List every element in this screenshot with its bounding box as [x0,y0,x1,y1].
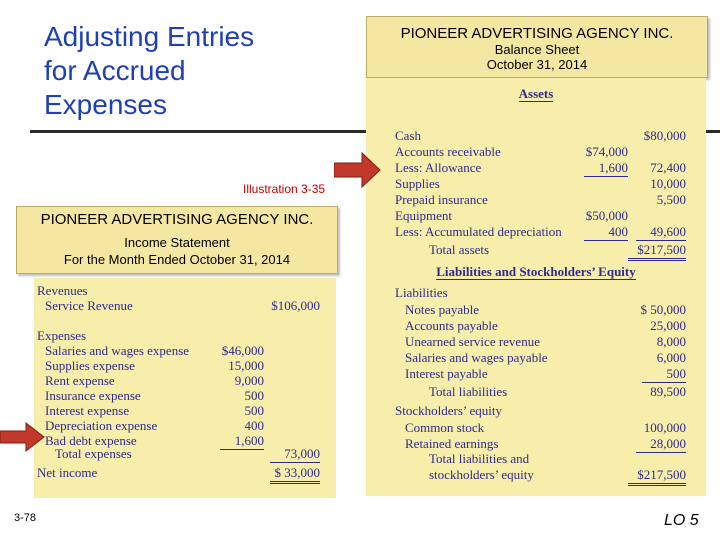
is-expense-label: Interest expense [45,403,130,418]
bs-liab-value: 25,000 [650,318,686,333]
bs-equity-row-label: Retained earnings [405,436,499,451]
bs-equity-row-label: Common stock [405,420,485,435]
is-statement-name: Income Statement [124,235,230,250]
bs-row-label: Accounts receivable [395,144,501,159]
bs-row-value: $50,000 [585,208,628,223]
is-expense-label: Salaries and wages expense [45,343,190,358]
bs-total-liab-label: Total liabilities [429,384,508,399]
arrow-right-icon [0,422,46,452]
is-expense-value: 500 [244,388,264,403]
bs-row-value: $80,000 [643,128,686,143]
bs-liab-value: 8,000 [656,334,686,349]
bs-row-label: Supplies [395,176,440,191]
bs-row-value: 10,000 [650,176,686,191]
is-expense-value: $46,000 [221,343,264,358]
is-total-expenses-label: Total expenses [55,446,132,461]
bs-liab-label: Unearned service revenue [405,334,540,349]
bs-liab-value: 500 [642,366,686,383]
is-expense-value: 9,000 [234,373,264,388]
bs-total-le-label-2: stockholders’ equity [429,467,534,482]
bs-statement-name: Balance Sheet [494,42,580,57]
bs-liab-value: $ 50,000 [640,302,686,317]
illustration-label: Illustration 3-35 [243,182,326,196]
learning-objective-label: LO 5 [664,512,699,529]
bs-liab-label: Accounts payable [405,318,498,333]
is-expenses-label: Expenses [37,328,87,343]
page-number: 3-78 [14,512,37,524]
bs-equity-row-value: 100,000 [643,420,686,435]
bs-row-value: 49,600 [636,224,686,241]
bs-assets-heading: Assets [518,86,554,101]
title-line-2: for Accrued [44,55,186,86]
bs-total-le-value: $217,500 [628,467,686,486]
income-statement-body [34,278,336,498]
balance-sheet-body [366,78,706,496]
is-company-name: PIONEER ADVERTISING AGENCY INC. [40,211,314,228]
is-period: For the Month Ended October 31, 2014 [63,252,291,267]
is-service-revenue-label: Service Revenue [45,298,133,313]
bs-liab-value: 6,000 [656,350,686,365]
is-net-income-label: Net income [37,465,98,480]
is-net-income-value: $ 33,000 [270,465,320,484]
bs-total-assets-value: $217,500 [628,242,686,261]
bs-row-label: Equipment [395,208,453,223]
title-line-3: Expenses [44,89,167,120]
is-expense-value: 15,000 [228,358,264,373]
is-expense-value: 1,600 [220,433,264,450]
bs-row-label: Cash [395,128,421,143]
bs-liab-label: Notes payable [405,302,480,317]
bs-liabilities-label: Liabilities [395,285,448,300]
balance-sheet-header [366,16,708,78]
bs-total-liab-value: 89,500 [650,384,686,399]
is-expense-label: Rent expense [45,373,115,388]
is-expense-label: Depreciation expense [45,418,158,433]
bs-row-value: 72,400 [650,160,686,175]
bs-date: October 31, 2014 [486,57,588,72]
is-expense-label: Bad debt expense [45,433,137,448]
income-statement-header [16,206,338,274]
slide-title [44,20,344,122]
bs-row-label: Prepaid insurance [395,192,488,207]
bs-row-value: 1,600 [584,160,628,177]
title-line-1: Adjusting Entries [44,21,255,52]
bs-total-le-label-1: Total liabilities and [429,451,530,466]
bs-row-label: Less: Allowance [395,160,482,175]
is-total-expenses-value: 73,000 [270,446,320,463]
is-expense-value: 400 [244,418,264,433]
arrow-right-icon [334,152,382,188]
is-expense-value: 500 [244,403,264,418]
bs-row-value: 400 [584,224,628,241]
is-expense-label: Insurance expense [45,388,141,403]
is-expense-label: Supplies expense [45,358,135,373]
bs-equity-label: Stockholders’ equity [395,403,502,418]
bs-row-label: Less: Accumulated depreciation [395,224,562,239]
is-revenues-label: Revenues [37,283,88,298]
bs-company-name: PIONEER ADVERTISING AGENCY INC. [400,25,674,42]
bs-row-value: 5,500 [656,192,686,207]
bs-equity-row-value: 28,000 [636,436,686,453]
is-service-revenue-value: $106,000 [271,298,320,313]
bs-liab-label: Interest payable [405,366,488,381]
bs-total-assets-label: Total assets [429,242,490,257]
bs-row-value: $74,000 [585,144,628,159]
bs-liab-heading: Liabilities and Stockholders’ Equity [436,264,636,279]
bs-liab-label: Salaries and wages payable [405,350,548,365]
